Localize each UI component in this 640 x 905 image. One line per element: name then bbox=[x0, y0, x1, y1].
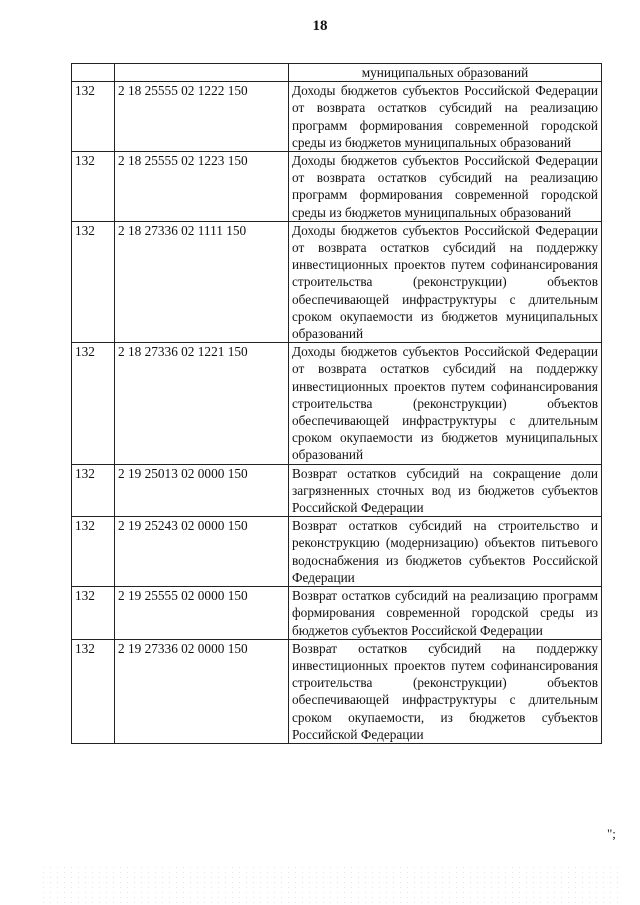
admin-code-cell: 132 bbox=[72, 587, 115, 640]
table-row bbox=[72, 343, 602, 464]
kbk-code-cell: 2 19 25243 02 0000 150 bbox=[115, 517, 289, 587]
scan-noise bbox=[40, 865, 620, 905]
admin-code-cell: 132 bbox=[72, 517, 115, 587]
kbk-code-cell: 2 18 27336 02 1111 150 bbox=[115, 221, 289, 342]
table-row bbox=[72, 517, 602, 587]
kbk-code-cell: 2 18 25555 02 1222 150 bbox=[115, 82, 289, 152]
budget-codes-table bbox=[71, 63, 602, 744]
kbk-code-cell: 2 18 25555 02 1223 150 bbox=[115, 152, 289, 222]
page-number: 18 bbox=[312, 18, 328, 34]
description-cell: Возврат остатков субсидий на строительство и реконструкцию (модернизацию) объектов питьевого водоснабжения из бюджетов субъектов Российской Федерации bbox=[289, 517, 602, 587]
kbk-code-cell bbox=[115, 64, 289, 82]
admin-code-cell: 132 bbox=[72, 343, 115, 464]
description-cell: Доходы бюджетов субъектов Российской Федерации от возврата остатков субсидий на поддержку инвестиционных проектов путем софинансирования строительства (реконструкции) объектов обеспечивающей инфраструктуры с длительным сроком окупаемости из бюджетов муниципальных образований bbox=[289, 343, 602, 464]
admin-code-cell: 132 bbox=[72, 639, 115, 743]
kbk-code-cell: 2 19 25555 02 0000 150 bbox=[115, 587, 289, 640]
kbk-code-cell: 2 18 27336 02 1221 150 bbox=[115, 343, 289, 464]
description-cell: Доходы бюджетов субъектов Российской Федерации от возврата остатков субсидий на реализацию программ формирования современной городской среды из бюджетов муниципальных образований bbox=[289, 152, 602, 222]
description-cell: Возврат остатков субсидий на поддержку инвестиционных проектов путем софинансирования строительства (реконструкции) объектов обеспечивающей инфраструктуры с длительным сроком окупаемости, из бюджетов субъектов Российской Федерации bbox=[289, 639, 602, 743]
table-row bbox=[72, 221, 602, 342]
kbk-code-cell: 2 19 27336 02 0000 150 bbox=[115, 639, 289, 743]
admin-code-cell: 132 bbox=[72, 82, 115, 152]
admin-code-cell: 132 bbox=[72, 464, 115, 517]
admin-code-cell: 132 bbox=[72, 221, 115, 342]
description-cell: Возврат остатков субсидий на сокращение доли загрязненных сточных вод из бюджетов субъектов Российской Федерации bbox=[289, 464, 602, 517]
description-cell: Возврат остатков субсидий на реализацию программ формирования современной городской среды из бюджетов субъектов Российской Федерации bbox=[289, 587, 602, 640]
description-cell: Доходы бюджетов субъектов Российской Федерации от возврата остатков субсидий на поддержку инвестиционных проектов путем софинансирования строительства (реконструкции) объектов обеспечивающей инфраструктуры с длительным сроком окупаемости из бюджетов муниципальных образований bbox=[289, 221, 602, 342]
table-row bbox=[72, 82, 602, 152]
table-row bbox=[72, 587, 602, 640]
table-row bbox=[72, 464, 602, 517]
table-row bbox=[72, 152, 602, 222]
admin-code-cell bbox=[72, 64, 115, 82]
description-cell: муниципальных образований bbox=[289, 64, 602, 82]
table-row bbox=[72, 639, 602, 743]
admin-code-cell: 132 bbox=[72, 152, 115, 222]
closing-quote-mark: "; bbox=[607, 826, 616, 841]
description-cell: Доходы бюджетов субъектов Российской Федерации от возврата остатков субсидий на реализацию программ формирования современной городской среды из бюджетов муниципальных образований bbox=[289, 82, 602, 152]
table-row bbox=[72, 64, 602, 82]
kbk-code-cell: 2 19 25013 02 0000 150 bbox=[115, 464, 289, 517]
